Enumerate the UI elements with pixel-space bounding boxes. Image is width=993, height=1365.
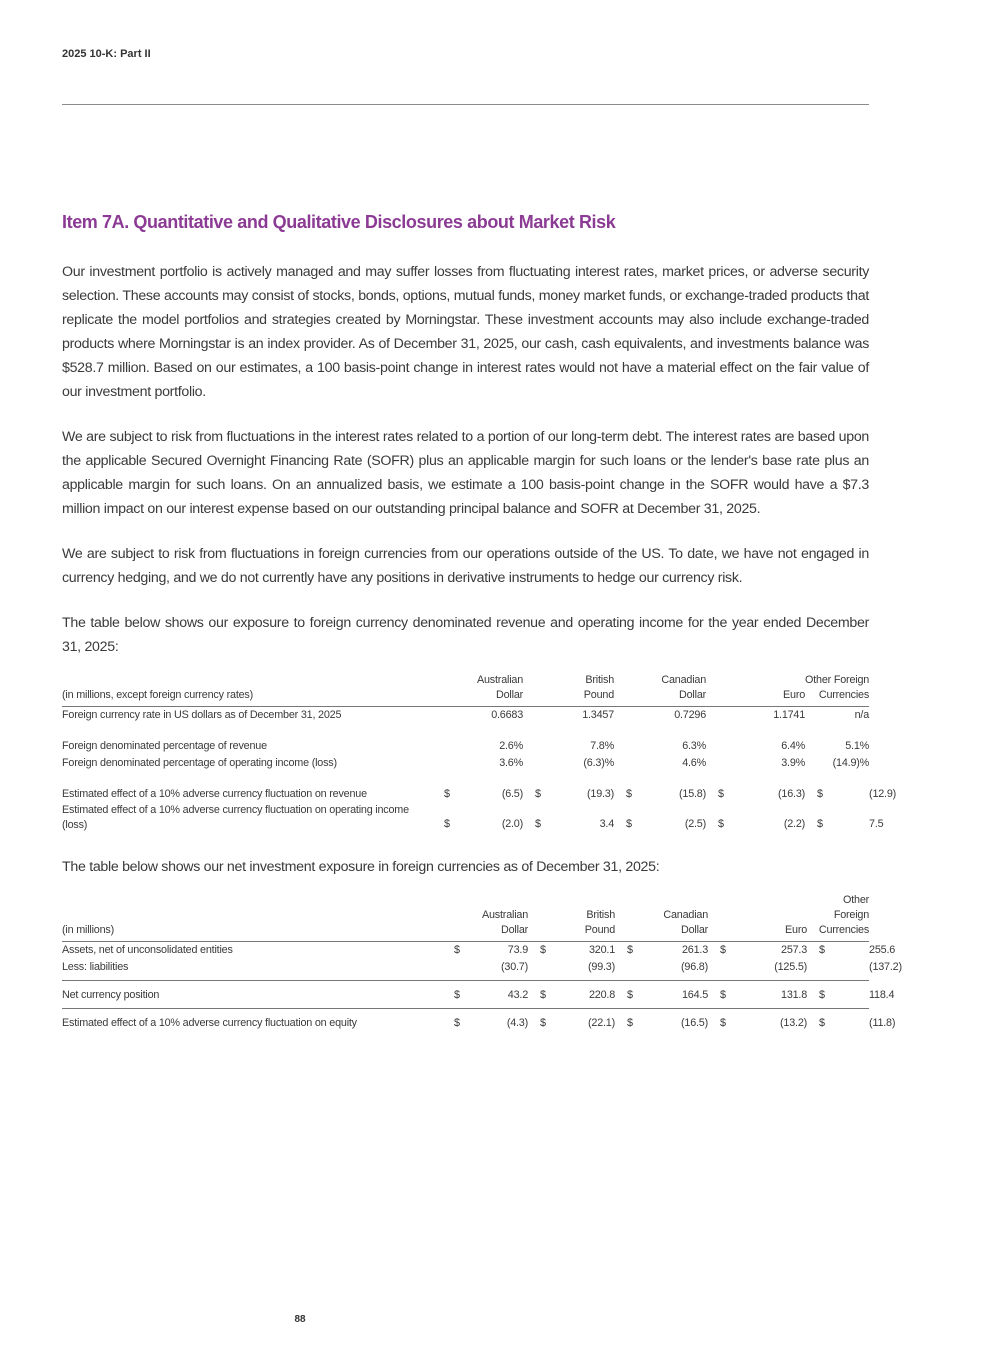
column-header-cad: Canadian Dollar — [615, 893, 708, 942]
paragraph-investment-portfolio: Our investment portfolio is actively managed and may suffer losses from fluctuating interest rates, market prices, or adverse security selection. These accounts may consist of stocks, bonds, options, mutual funds, money market funds, or exchange-traded products that replicate the model portfolios and strategies created by Morningstar. These investment accounts may also include exchange-traded products where Morningstar is an index provider. As of December 31, 2025, our cash, cash equivalents, and investments balance was $528.7 million. Based on our estimates, a 100 basis-point change in interest rates would not have a material effect on the fair value of our investment portfolio. — [62, 264, 869, 400]
paragraph-table2-intro: The table below shows our net investment exposure in foreign currencies as of December 31, 2025: — [62, 859, 660, 875]
net-investment-exposure-table — [62, 893, 902, 1032]
page-header: 2025 10-K: Part II — [62, 48, 151, 60]
table-row: Net currency position $ 43.2 $ 220.8 $ 164.5 $ 131.8 $ 118.4 — [62, 981, 869, 1009]
column-header-aud: Australian Dollar — [444, 673, 523, 707]
table-row: Assets, net of unconsolidated entities $ 73.9 $ 320.1 $ 261.3 $ 257.3 $ 255.6 — [62, 944, 896, 956]
table-row: Foreign denominated percentage of operating income (loss) 3.6% (6.3)% 4.6% 3.9% (14.9)% — [62, 757, 870, 769]
currency-exposure-table — [62, 673, 897, 833]
column-header-other: Other Foreign Currencies — [807, 893, 869, 942]
header-divider — [62, 104, 869, 105]
paragraph-currency-risk: We are subject to risk from fluctuations in foreign currencies from our operations outside of the US. To date, we have not engaged in currency hedging, and we do not currently have any positions in derivative instruments to hedge our currency risk. — [62, 546, 869, 586]
column-header-gbp: British Pound — [528, 893, 615, 942]
column-header-cad: Canadian Dollar — [614, 673, 706, 707]
table-header-row — [62, 893, 869, 942]
table-row: Estimated effect of a 10% adverse currency fluctuation on equity $ (4.3) $ (22.1) $ (16.5) $ (13.2) $ (11.8) — [62, 1009, 869, 1033]
table-row: Estimated effect of a 10% adverse currency fluctuation on operating income (loss) $ (2.0) $ 3.4 $ (2.5) $ (2.2) $ 7.5 — [62, 804, 884, 831]
column-header-eur: Euro — [708, 893, 807, 942]
section-title: Item 7A. Quantitative and Qualitative Disclosures about Market Risk — [62, 212, 616, 232]
table-caption: (in millions, except foreign currency rates) — [62, 673, 432, 707]
paragraph-interest-rate-risk: We are subject to risk from fluctuations in the interest rates related to a portion of our long-term debt. The interest rates are based upon the applicable Secured Overnight Financing Rate (SOFR) plus an applicable margin for such loans or the lender's base rate plus an applicable margin for such loans. On an annualized basis, we estimate a 100 basis-point change in the SOFR would have a $7.3 million impact on our interest expense based on our outstanding principal balance and SOFR at December 31, 2025. — [62, 429, 869, 517]
main-content — [62, 260, 902, 1032]
table-header-row — [62, 673, 869, 707]
page-number: 88 — [294, 1314, 306, 1325]
table-caption: (in millions) — [62, 893, 442, 942]
column-header-gbp: British Pound — [523, 673, 614, 707]
column-header-other: Other Foreign Currencies — [805, 673, 869, 707]
table-row: Foreign currency rate in US dollars as of December 31, 2025 0.6683 1.3457 0.7296 1.1741 n/a — [62, 709, 870, 721]
column-header-eur: Euro — [706, 673, 805, 707]
table-row: Foreign denominated percentage of revenue 2.6% 7.8% 6.3% 6.4% 5.1% — [62, 740, 870, 752]
table-row: Estimated effect of a 10% adverse currency fluctuation on revenue $ (6.5) $ (19.3) $ (15.8) $ (16.3) $ (12.9) — [62, 788, 897, 800]
column-header-aud: Australian Dollar — [454, 893, 528, 942]
paragraph-table1-intro: The table below shows our exposure to foreign currency denominated revenue and operating income for the year ended December 31, 2025: — [62, 615, 869, 655]
table-row: Less: liabilities (30.7) (99.3) (96.8) (125.5) (137.2) — [62, 961, 902, 973]
